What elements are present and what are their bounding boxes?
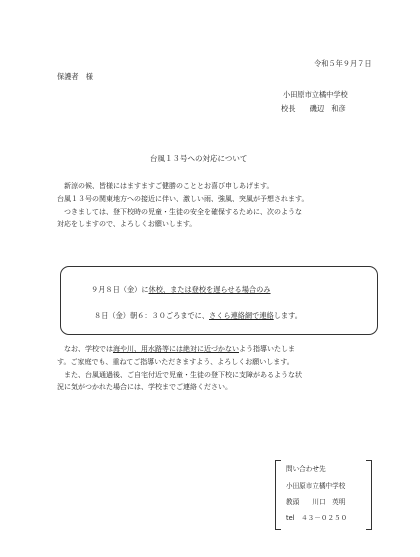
contact-box xyxy=(275,460,372,528)
school-name: 小田原市立橘中学校 xyxy=(283,90,348,99)
contact-heading: 問い合わせ先 xyxy=(286,465,326,473)
bracket-right xyxy=(366,460,372,530)
contact-tel: tel ４３－０２５０ xyxy=(286,514,348,522)
recipient: 保護者 様 xyxy=(57,72,93,81)
closing-line: 況に気がつかれた場合には、学校までご連絡ください。 xyxy=(57,383,232,392)
notice-box xyxy=(60,266,378,335)
intro-line: つきましては、登下校時の児童・生徒の安全を確保するために、次のような xyxy=(64,207,302,216)
notice-line-1 xyxy=(91,285,271,295)
contact-school: 小田原市立橘中学校 xyxy=(286,482,346,490)
bracket-left xyxy=(275,460,281,530)
intro-line: 台風１３号の関東地方への接近に伴い、激しい雨、強風、突風が予想されます。 xyxy=(57,194,309,203)
notice-suffix: します。 xyxy=(273,311,302,320)
closing-text: よう指導いたしま xyxy=(239,345,295,353)
notice-contact-method: さくら連絡網で連絡 xyxy=(209,311,274,320)
intro-line: 新涼の候、皆様にはますますご健勝のこととお喜び申しあげます。 xyxy=(64,182,274,190)
closing-text: なお、学校では xyxy=(64,345,113,353)
safety-warning: 海や川、用水路等には絶対に近づかない xyxy=(113,345,239,353)
closing-paragraph xyxy=(57,343,357,394)
document-subject: 台風１３号への対応について xyxy=(150,154,248,163)
closing-line xyxy=(57,343,357,356)
closing-line: また、台風通過後、ご自宅付近で児童・生徒の登下校に支障があるような状 xyxy=(64,370,302,379)
closing-line: す。ご家庭でも、重ねてご指導いただきますよう、よろしくお願いします。 xyxy=(57,357,294,366)
notice-time-text: ８日（金）朝６：３０ごろまでに、 xyxy=(94,311,210,320)
intro-line: 対応をしますので、よろしくお願いします。 xyxy=(57,220,197,229)
notice-date-text: ９月８日（金）に xyxy=(91,285,149,294)
contact-person: 教頭 川口 英明 xyxy=(286,498,346,506)
intro-paragraph xyxy=(57,180,357,231)
document-date: 令和５年９月７日 xyxy=(314,59,372,68)
notice-condition: 休校、または登校を遅らせる場合のみ xyxy=(148,285,271,294)
principal-name: 校長 磯辺 和彦 xyxy=(281,104,346,113)
notice-line-2 xyxy=(94,311,302,321)
